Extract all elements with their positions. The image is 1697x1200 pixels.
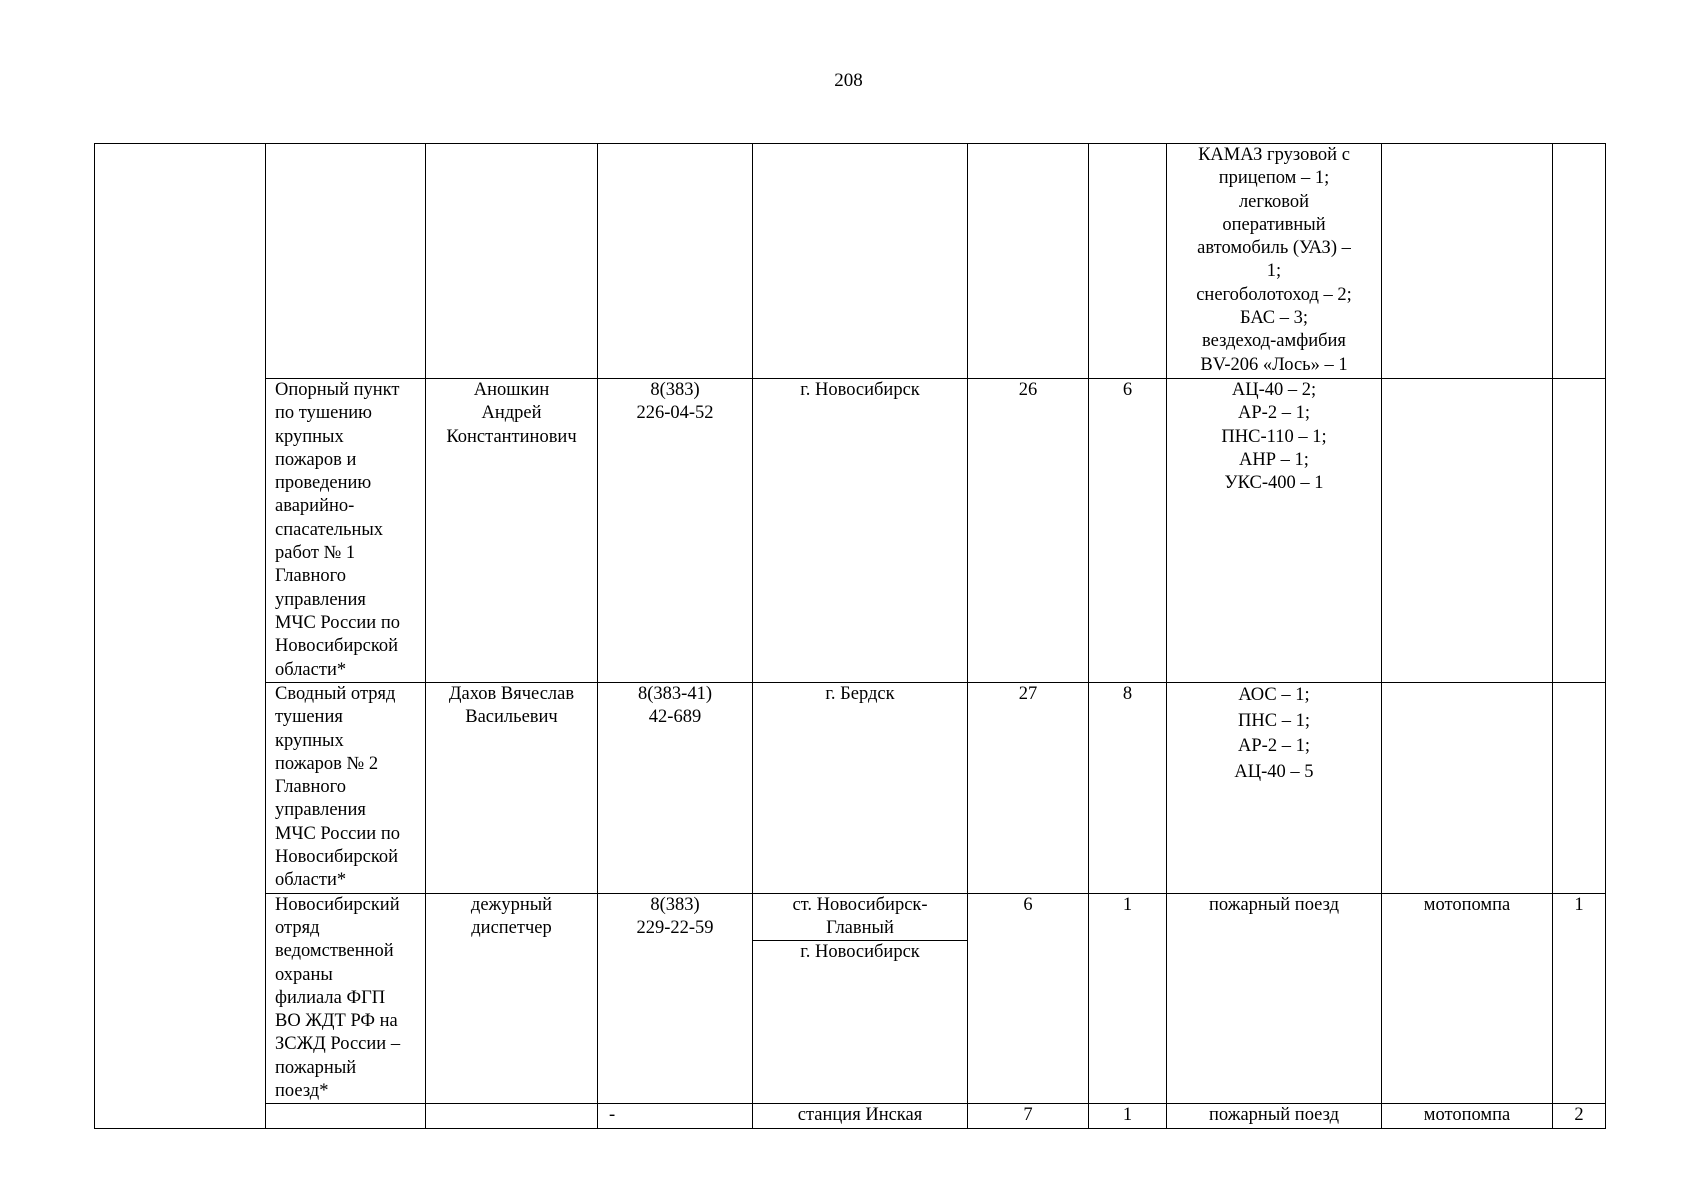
head-cell: [426, 144, 598, 379]
phone-cell: 8(383) 229-22-59: [598, 893, 753, 1104]
org-cell: [266, 144, 426, 379]
location-city: г. Новосибирск: [800, 942, 920, 963]
head-cell: дежурный диспетчер: [426, 893, 598, 1104]
personnel-cell: 7: [968, 1104, 1089, 1128]
org-cell: Опорный пункт по тушению крупных пожаров и проведению аварийно- спасательных работ № 1 Главного управления МЧС России по Новосибирской области*: [266, 379, 426, 683]
qty-cell: 1: [1553, 893, 1606, 1104]
location-cell: станция Инская: [753, 1104, 968, 1128]
table-row: [95, 683, 1606, 894]
location-cell: [753, 144, 968, 379]
equipment-cell: пожарный поезд: [1167, 893, 1382, 1104]
location-station: ст. Новосибирск- Главный: [753, 894, 967, 942]
units-cell: 8: [1089, 683, 1167, 894]
qty-cell: 2: [1553, 1104, 1606, 1128]
org-cell: Новосибирский отряд ведомственной охраны филиала ФГП ВО ЖДТ РФ на ЗСЖД России – пожарный поезд*: [266, 893, 426, 1104]
units-cell: [1089, 144, 1167, 379]
phone-cell: 8(383) 226-04-52: [598, 379, 753, 683]
location-cell: г. Бердск: [753, 683, 968, 894]
qty-cell: [1553, 683, 1606, 894]
units-cell: 1: [1089, 1104, 1167, 1128]
location-cell: [753, 893, 968, 1104]
equipment-cell: пожарный поезд: [1167, 1104, 1382, 1128]
org-cell: Сводный отряд тушения крупных пожаров № 2 Главного управления МЧС России по Новосибирской области*: [266, 683, 426, 894]
personnel-cell: 27: [968, 683, 1089, 894]
equipment-cell: АОС – 1; ПНС – 1; АР-2 – 1; АЦ-40 – 5: [1167, 683, 1382, 894]
other-equipment-cell: мотопомпа: [1382, 1104, 1553, 1128]
head-cell: Дахов Вячеслав Васильевич: [426, 683, 598, 894]
equipment-cell: КАМАЗ грузовой с прицепом – 1; легковой оперативный автомобиль (УАЗ) – 1; снегоболотоход – 2; БАС – 3; вездеход-амфибия BV-206 «Лось» – 1: [1167, 144, 1382, 379]
other-equipment-cell: [1382, 683, 1553, 894]
equipment-cell: АЦ-40 – 2; АР-2 – 1; ПНС-110 – 1; АНР – 1; УКС-400 – 1: [1167, 379, 1382, 683]
other-equipment-cell: [1382, 144, 1553, 379]
head-cell: [426, 1104, 598, 1128]
units-cell: 1: [1089, 893, 1167, 1104]
qty-cell: [1553, 379, 1606, 683]
page-number: 208: [834, 70, 863, 91]
phone-cell: [598, 144, 753, 379]
table-row: [95, 1104, 1606, 1128]
personnel-cell: [968, 144, 1089, 379]
other-equipment-cell: [1382, 379, 1553, 683]
table-row: [95, 144, 1606, 379]
org-cell: [266, 1104, 426, 1128]
qty-cell: [1553, 144, 1606, 379]
personnel-cell: 6: [968, 893, 1089, 1104]
personnel-cell: 26: [968, 379, 1089, 683]
phone-cell: 8(383-41) 42-689: [598, 683, 753, 894]
location-cell: г. Новосибирск: [753, 379, 968, 683]
table-row: [95, 379, 1606, 683]
section-cell: [95, 144, 266, 1129]
head-cell: Аношкин Андрей Константинович: [426, 379, 598, 683]
table-row: [95, 893, 1606, 1104]
other-equipment-cell: мотопомпа: [1382, 893, 1553, 1104]
units-cell: 6: [1089, 379, 1167, 683]
resources-table: [94, 143, 1606, 1129]
phone-cell: -: [598, 1104, 753, 1128]
